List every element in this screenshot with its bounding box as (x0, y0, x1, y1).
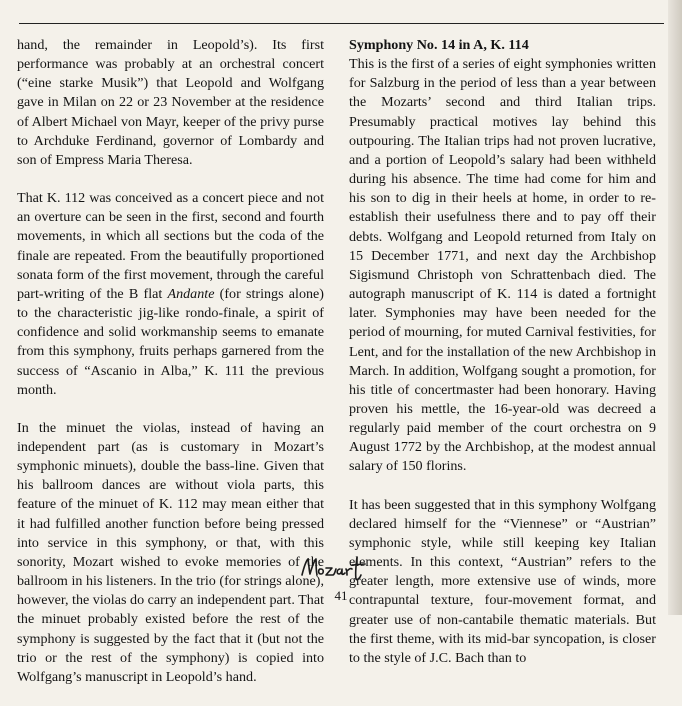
andante-italic: Andante (167, 285, 215, 302)
left-paragraph-1: hand, the remainder in Leopold’s). Its first performance was probably at an orchestral concert (“eine starke Musik”) that Leopold and Wolfgang gave in Milan on 22 or 23 November at the residence of Albert Michael von Mayr, keeper of the privy purse to Archduke Ferdinand, governor of Lombardy and son of Empress Maria Theresa. (17, 37, 324, 168)
left-paragraph-2 (17, 189, 324, 400)
left-paragraph-2-start: That K. 112 was conceived as a concert piece and not an overture can be seen in the first, second and fourth movements, in which all sections but the coda of the finale are repeated. From the beautifully proportioned sonata form of the first movement, through the careful part-writing of the B flat (17, 190, 324, 302)
right-paragraph-2: It has been suggested that in this symphony Wolfgang declared himself for the “Viennese” or “Austrian” symphonic style, while still keeping key Italian elements. In this context, “Austrian” refers to the greater length, more extensive use of winds, more contrapuntal texture, four-movement format, and greater use of non-cantabile thematic materials. But the first theme, with its mid-bar syncopation, is closer to the style of J.C. Bach than to (349, 496, 656, 666)
facing-page-edge (668, 0, 682, 615)
page-number: 41 (334, 588, 348, 603)
mozart-signature-logo (299, 553, 379, 583)
top-rule (19, 23, 664, 24)
left-paragraph-2-end: (for strings alone) to the characteristic jig-like rondo-finale, a spirit of confidence and solid workmanship seems to emanate from this symphony, fruits perhaps garnered from the success of “Ascanio in Alba,” K. 111 the previous month. (17, 285, 324, 398)
section-heading: Symphony No. 14 in A, K. 114 (349, 37, 529, 53)
left-column (17, 36, 324, 706)
left-paragraph-3: In the minuet the violas, instead of having an independent part (as is customary in Mozart’s symphonic minuets), double the bass-line. Given that his ballroom dances are without viola parts, this feature of the minuet of K. 112 may mean either that it had fulfilled another function before being pressed into service in this symphony, or that, with this sonority, Mozart wished to evoke memories of the ballroom in his listeners. In the trio (for strings alone), however, the violas do carry an independent part. That the minuet probably existed before the rest of the symphony is suggested by the fact that it (but not the trio or the rest of the symphony) is copied into Wolfgang’s manuscript in Leopold’s hand. (17, 419, 324, 685)
right-paragraph-1: This is the first of a series of eight symphonies written for Salzburg in the period of less than a year between the Mozarts’ second and third Italian trips. Presumably practical motives lay behind this outpouring. The Italian trips had not proven lucrative, and a portion of Leopold’s salary had been withheld during his absence. The time had come for him and his son to dig in their heels at home, in order to re-establish their usefulness there and to pay off their debts. Wolfgang and Leopold returned from Italy on 15 December 1771, and next day the Archbishop Sigismund Christoph von Schrattenbach died. The autograph manuscript of K. 114 is dated a fortnight later. Symphonies may have been needed for the period of mourning, for muted Carnival festivities, for Lent, and for the installation of the new Archbishop in March. In addition, Wolfgang sought a promotion, for his title of concertmaster had been honorary. Having proven his mettle, the 16-year-old was decreed a regularly paid member of the court orchestra on 9 August 1772 by the Archbishop, at the modest annual salary of 150 florins. (349, 56, 656, 475)
